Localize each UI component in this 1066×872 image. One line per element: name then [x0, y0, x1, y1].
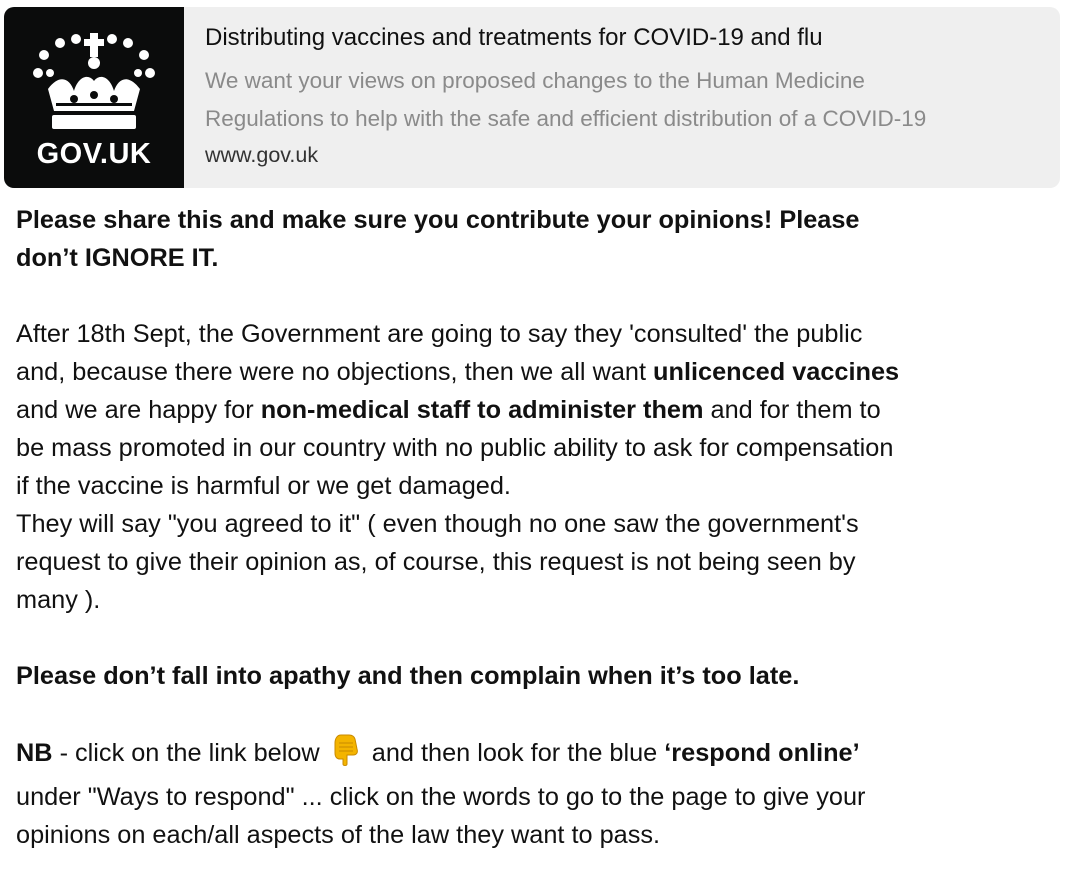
nb-label: NB: [16, 739, 53, 767]
text-run: and then look for the blue: [364, 739, 665, 767]
post-paragraph-1-line-1: Please share this and make sure you contribute your opinions! Please: [16, 206, 860, 234]
post-paragraph-2-line-4: be mass promoted in our country with no public ability to ask for compensation: [16, 434, 894, 462]
post-paragraph-2-line-1: After 18th Sept, the Government are going to say they 'consulted' the public: [16, 320, 863, 348]
post-paragraph-2-line-8: many ).: [16, 586, 101, 614]
link-card-text: [184, 7, 1060, 188]
text-run: and we are happy for: [16, 396, 261, 424]
link-card-domain: www.gov.uk: [205, 143, 319, 167]
paragraph-spacer: [16, 695, 1062, 733]
link-card-description-line-1: We want your views on proposed changes to the Human Medicine: [205, 68, 865, 93]
post-paragraph-2-line-3: [16, 391, 1062, 429]
post-paragraph-4-line-2: under "Ways to respond" ... click on the words to go to the page to give your: [16, 783, 866, 811]
text-run: and for them to: [703, 396, 881, 424]
post-paragraph-2-line-2: [16, 353, 1062, 391]
bold-unlicenced-vaccines: unlicenced vaccines: [653, 358, 900, 386]
paragraph-spacer: [16, 619, 1062, 657]
post-body: [16, 201, 1062, 854]
paragraph-spacer: [16, 277, 1062, 315]
link-preview-card[interactable]: [4, 7, 1060, 188]
gov-uk-wordmark: GOV.UK: [36, 138, 152, 170]
post-paragraph-3: Please don’t fall into apathy and then complain when it’s too late.: [16, 662, 800, 690]
post-paragraph-2-line-5: if the vaccine is harmful or we get damaged.: [16, 472, 511, 500]
link-card-title[interactable]: Distributing vaccines and treatments for COVID-19 and flu: [205, 24, 823, 51]
text-run: - click on the link below: [52, 739, 327, 767]
link-card-description-line-2: Regulations to help with the safe and efficient distribution of a COVID-19: [205, 106, 927, 131]
post-paragraph-1-line-2: don’t IGNORE IT.: [16, 244, 219, 272]
crown-icon: [30, 33, 158, 133]
pointing-down-hand-icon: [331, 733, 361, 778]
post-paragraph-2-line-7: request to give their opinion as, of course, this request is not being seen by: [16, 548, 856, 576]
text-run: and, because there were no objections, then we all want: [16, 358, 654, 386]
post-paragraph-4-line-1: [16, 733, 1062, 778]
gov-uk-logo: [4, 7, 184, 188]
post-paragraph-4-line-3: opinions on each/all aspects of the law they want to pass.: [16, 821, 661, 849]
bold-respond-online: ‘respond online’: [664, 739, 860, 767]
bold-non-medical-staff: non-medical staff to administer them: [260, 396, 704, 424]
post-paragraph-2-line-6: They will say "you agreed to it" ( even though no one saw the government's: [16, 510, 859, 538]
